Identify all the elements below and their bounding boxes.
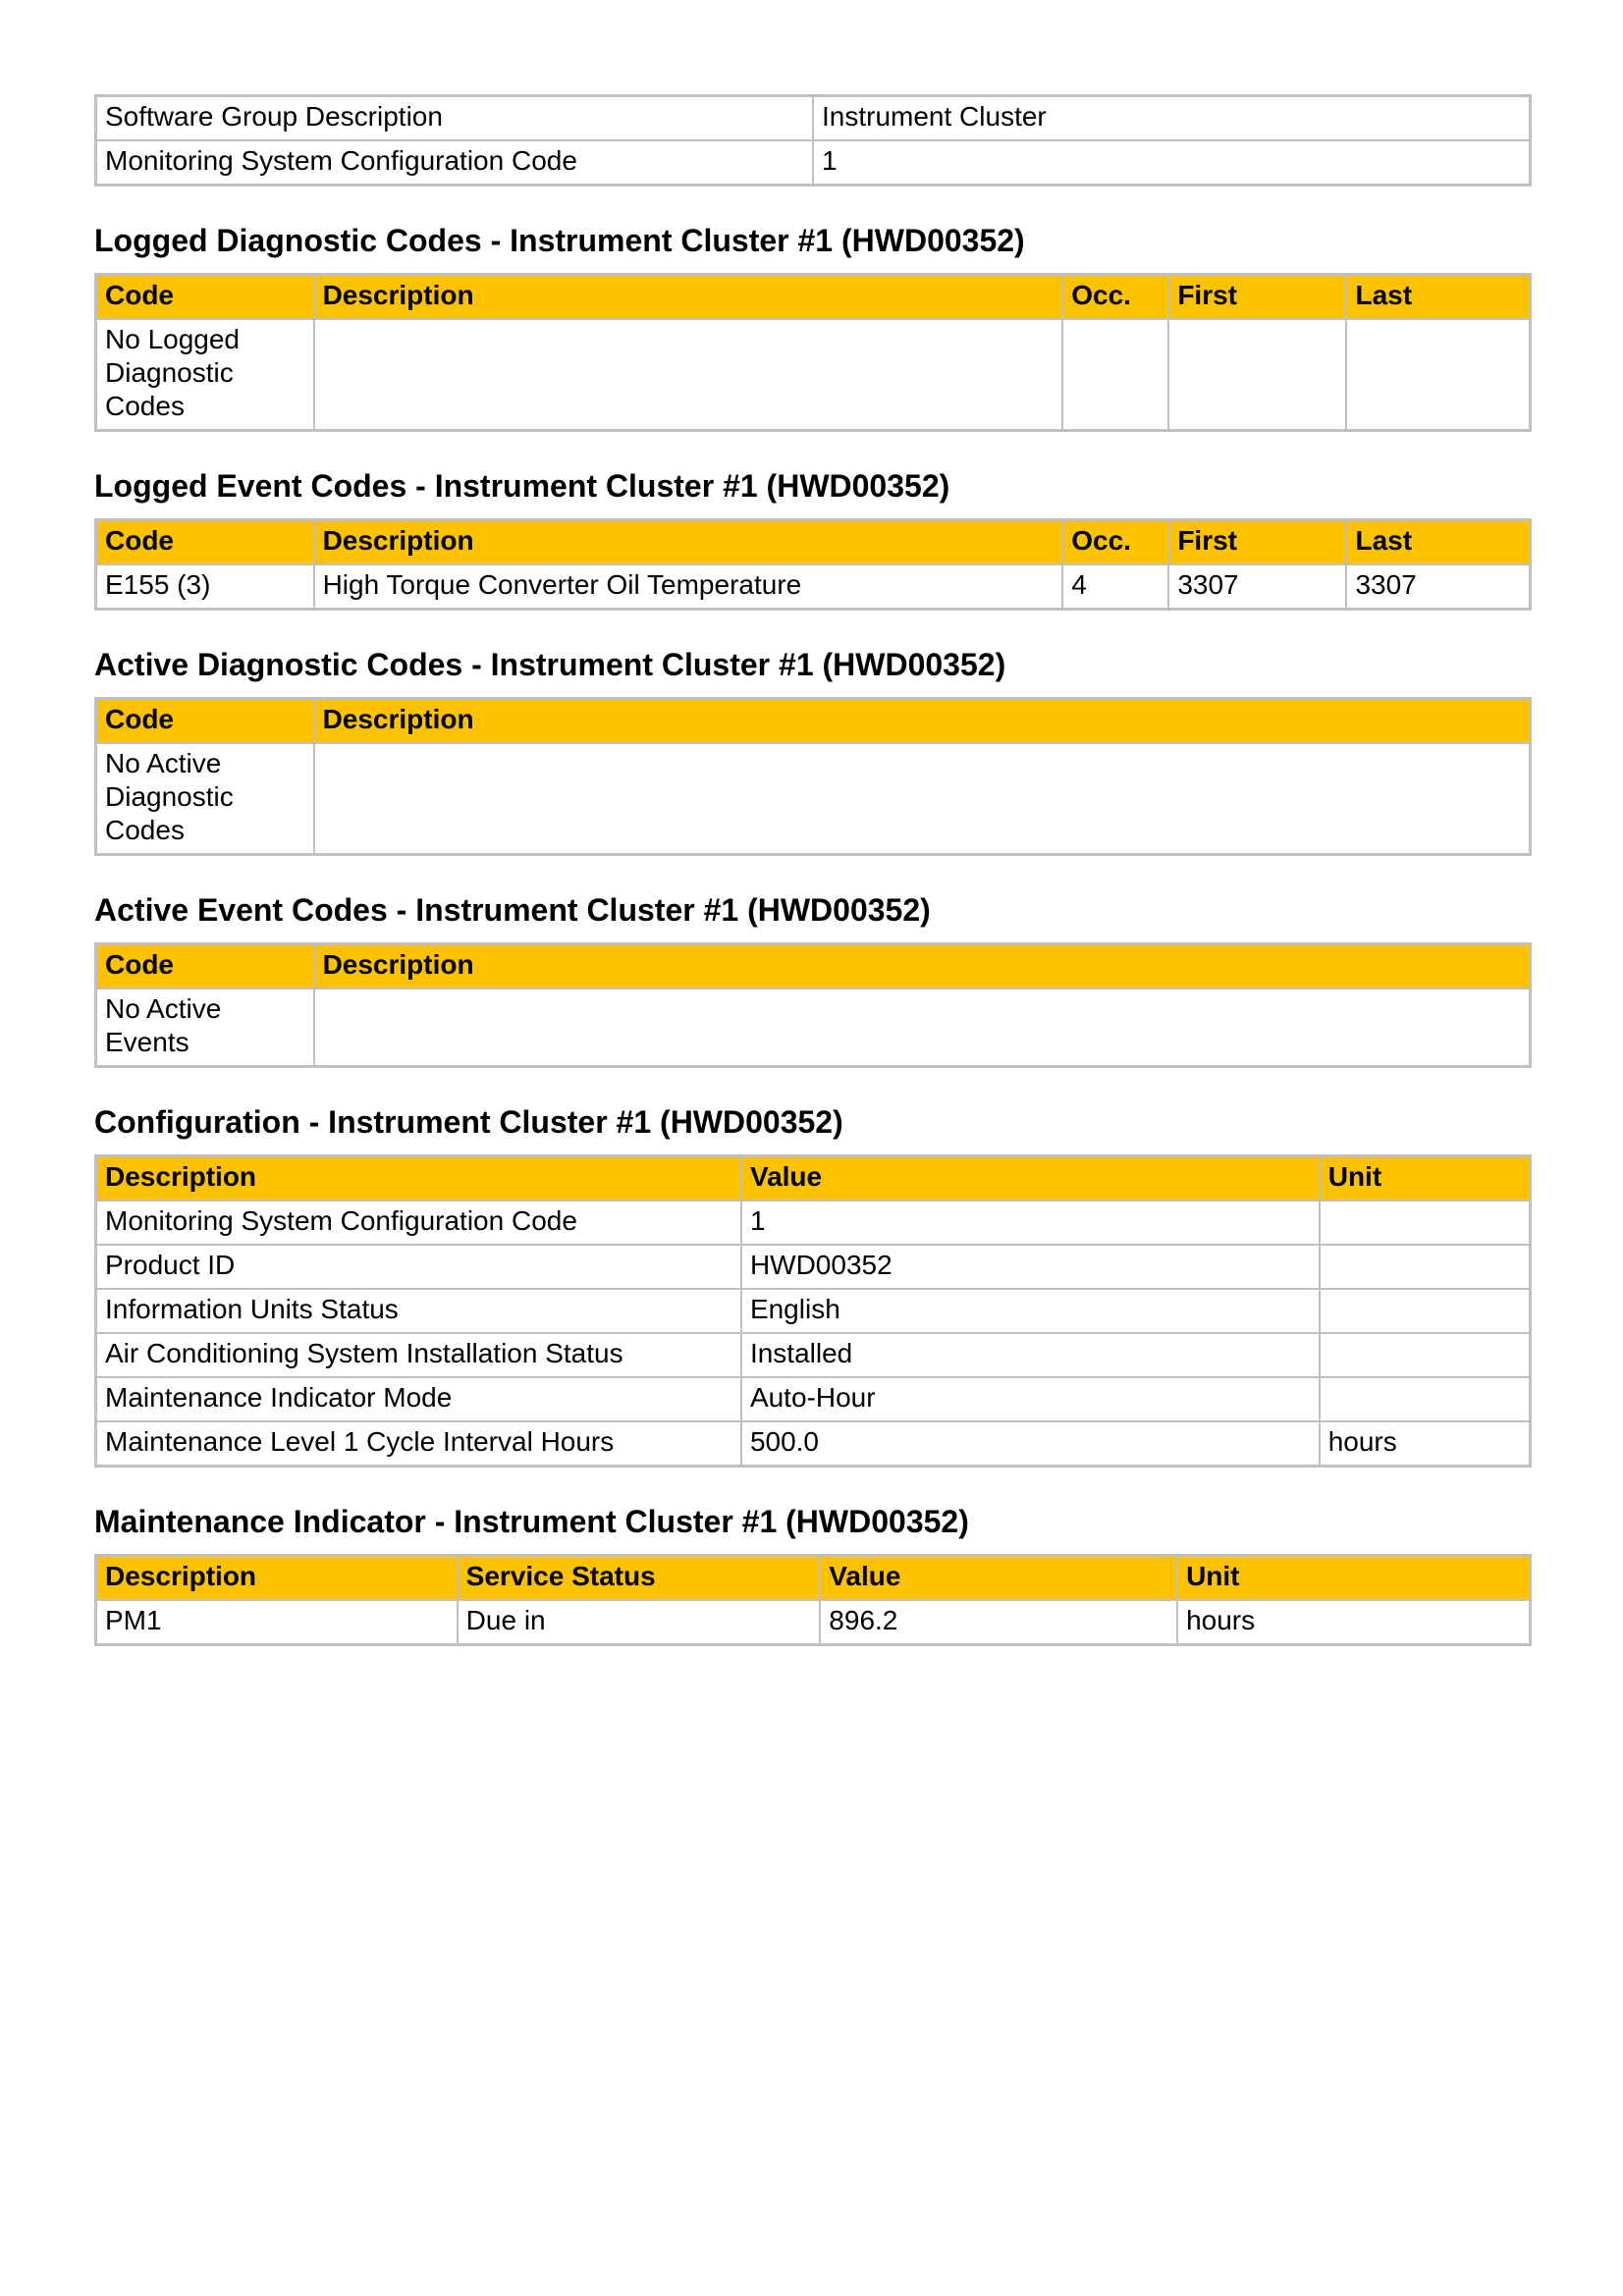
section-title: Logged Event Codes - Instrument Cluster #1 (HWD00352) xyxy=(94,468,950,504)
column-header: Description xyxy=(314,944,1531,989)
column-header: Description xyxy=(314,275,1063,320)
info-value-cell: Instrument Cluster xyxy=(813,96,1531,141)
table-cell: Air Conditioning System Installation Status xyxy=(96,1333,741,1377)
info-label-cell: Monitoring System Configuration Code xyxy=(96,140,814,186)
column-header: Description xyxy=(314,520,1063,565)
table-cell: No Active Events xyxy=(96,988,314,1067)
table-cell: Installed xyxy=(741,1333,1320,1377)
table-row xyxy=(96,1245,1531,1289)
table-row xyxy=(96,96,1531,141)
table-cell: hours xyxy=(1320,1421,1531,1467)
column-header: Description xyxy=(96,1556,458,1601)
section-title: Active Diagnostic Codes - Instrument Cluster #1 (HWD00352) xyxy=(94,647,1006,682)
logged-event-codes-table xyxy=(94,518,1532,611)
table-cell: hours xyxy=(1177,1600,1530,1645)
column-header: Occ. xyxy=(1062,275,1168,320)
table-cell: 3307 xyxy=(1346,564,1530,610)
table-header-row xyxy=(96,944,1531,989)
section-logged-event-codes xyxy=(94,467,1532,611)
table-row xyxy=(96,319,1531,431)
column-header: Value xyxy=(741,1156,1320,1201)
table-cell: Due in xyxy=(458,1600,821,1645)
table-header-row xyxy=(96,520,1531,565)
section-active-diagnostic-codes xyxy=(94,646,1532,856)
table-cell xyxy=(314,988,1531,1067)
table-cell: No Logged Diagnostic Codes xyxy=(96,319,314,431)
column-header: Unit xyxy=(1320,1156,1531,1201)
table-cell: Maintenance Indicator Mode xyxy=(96,1377,741,1421)
table-row xyxy=(96,1377,1531,1421)
table-cell xyxy=(1320,1377,1531,1421)
table-cell xyxy=(1168,319,1346,431)
table-cell: Auto-Hour xyxy=(741,1377,1320,1421)
column-header: Description xyxy=(96,1156,741,1201)
table-row xyxy=(96,1201,1531,1245)
table-cell xyxy=(1320,1201,1531,1245)
logged-diagnostic-codes-table xyxy=(94,273,1532,432)
table-cell: Maintenance Level 1 Cycle Interval Hours xyxy=(96,1421,741,1467)
column-header: Value xyxy=(820,1556,1177,1601)
table-row xyxy=(96,1421,1531,1467)
section-title: Configuration - Instrument Cluster #1 (HWD00352) xyxy=(94,1104,843,1140)
table-cell xyxy=(1346,319,1530,431)
table-cell xyxy=(1320,1333,1531,1377)
column-header: Code xyxy=(96,944,314,989)
section-title: Active Event Codes - Instrument Cluster #1 (HWD00352) xyxy=(94,892,931,928)
table-cell: 3307 xyxy=(1168,564,1346,610)
table-row xyxy=(96,988,1531,1067)
table-row xyxy=(96,743,1531,855)
section-title: Logged Diagnostic Codes - Instrument Cluster #1 (HWD00352) xyxy=(94,223,1025,258)
section-logged-diagnostic-codes xyxy=(94,222,1532,432)
table-cell: 4 xyxy=(1062,564,1168,610)
column-header: Unit xyxy=(1177,1556,1530,1601)
column-header: Code xyxy=(96,520,314,565)
column-header: Occ. xyxy=(1062,520,1168,565)
table-header-row xyxy=(96,1156,1531,1201)
configuration-table xyxy=(94,1154,1532,1468)
table-cell xyxy=(314,743,1531,855)
column-header: Service Status xyxy=(458,1556,821,1601)
section-title: Maintenance Indicator - Instrument Cluster #1 (HWD00352) xyxy=(94,1504,969,1539)
column-header: Code xyxy=(96,275,314,320)
column-header: Last xyxy=(1346,275,1530,320)
table-cell: PM1 xyxy=(96,1600,458,1645)
column-header: Code xyxy=(96,699,314,744)
column-header: Description xyxy=(314,699,1531,744)
column-header: First xyxy=(1168,520,1346,565)
table-cell: 896.2 xyxy=(820,1600,1177,1645)
table-cell xyxy=(1320,1245,1531,1289)
table-cell: Product ID xyxy=(96,1245,741,1289)
table-cell: HWD00352 xyxy=(741,1245,1320,1289)
section-active-event-codes xyxy=(94,891,1532,1068)
table-cell: No Active Diagnostic Codes xyxy=(96,743,314,855)
table-row xyxy=(96,1289,1531,1333)
column-header: First xyxy=(1168,275,1346,320)
table-header-row xyxy=(96,275,1531,320)
table-header-row xyxy=(96,699,1531,744)
table-row xyxy=(96,140,1531,186)
active-diagnostic-codes-table xyxy=(94,697,1532,856)
table-cell: English xyxy=(741,1289,1320,1333)
column-header: Last xyxy=(1346,520,1530,565)
table-row xyxy=(96,1600,1531,1645)
table-cell: Information Units Status xyxy=(96,1289,741,1333)
table-cell: High Torque Converter Oil Temperature xyxy=(314,564,1063,610)
software-info-table xyxy=(94,94,1532,187)
table-cell: E155 (3) xyxy=(96,564,314,610)
info-value-cell: 1 xyxy=(813,140,1531,186)
table-row xyxy=(96,1333,1531,1377)
table-row xyxy=(96,564,1531,610)
section-maintenance-indicator xyxy=(94,1503,1532,1646)
maintenance-indicator-table xyxy=(94,1554,1532,1646)
section-configuration xyxy=(94,1103,1532,1468)
info-label-cell: Software Group Description xyxy=(96,96,814,141)
active-event-codes-table xyxy=(94,942,1532,1068)
table-cell: Monitoring System Configuration Code xyxy=(96,1201,741,1245)
table-cell: 1 xyxy=(741,1201,1320,1245)
table-header-row xyxy=(96,1556,1531,1601)
table-cell: 500.0 xyxy=(741,1421,1320,1467)
table-cell xyxy=(1062,319,1168,431)
table-cell xyxy=(314,319,1063,431)
table-cell xyxy=(1320,1289,1531,1333)
